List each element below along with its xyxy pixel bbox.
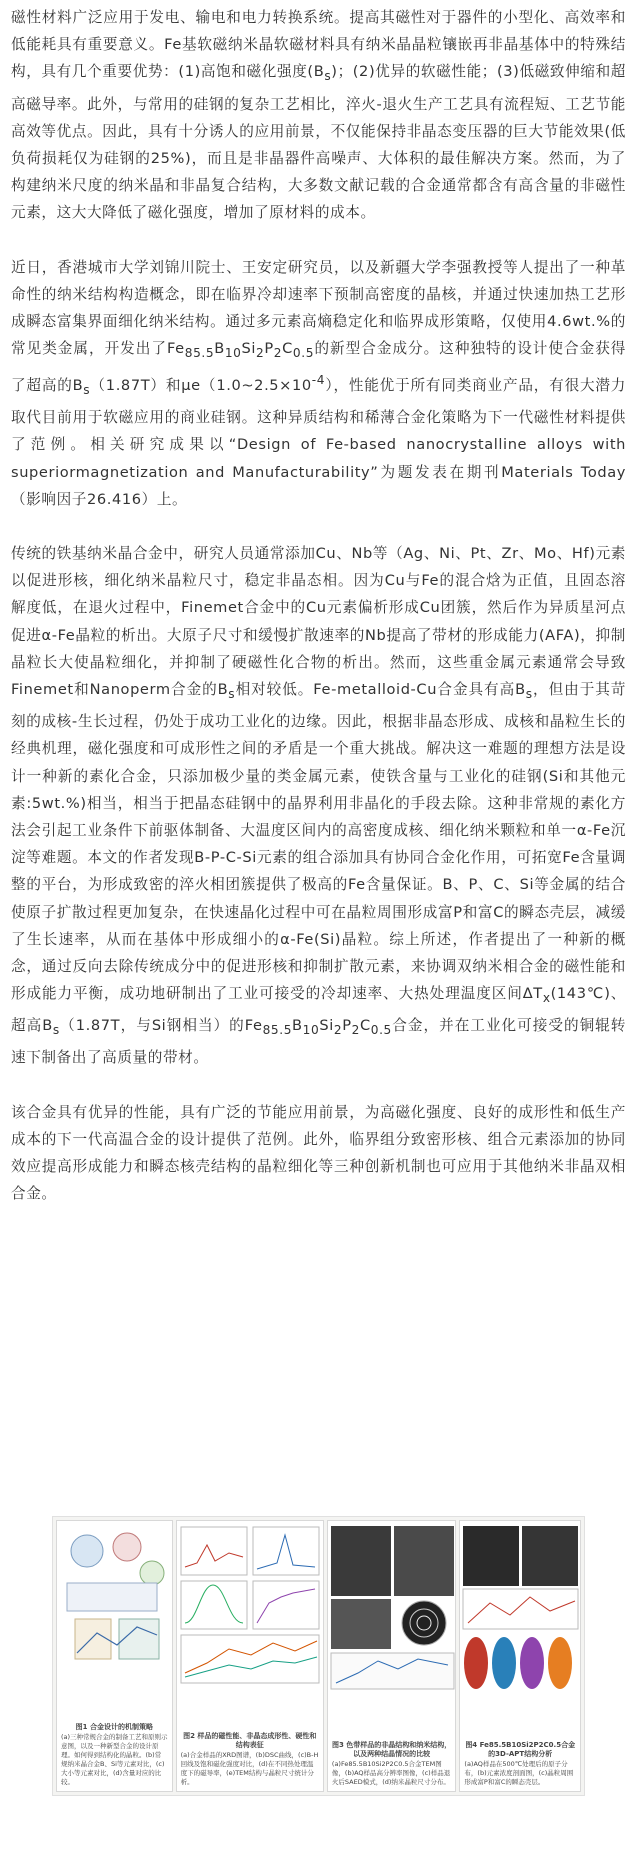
caption-text: (a)三种常规合金的制备工艺和原则示意图，以及一种新型合金的设计原理。如何得到结构化的晶粒。(b)常规纳米晶合金B、Si等元素对比，(c)大小等元素对比，(d)含量对应的比较。 bbox=[61, 1733, 168, 1786]
subscript: 85.5 bbox=[262, 1023, 293, 1038]
paragraph-2 bbox=[11, 254, 626, 514]
figure-caption-2 bbox=[181, 1732, 319, 1787]
subscript: 0.5 bbox=[370, 1023, 392, 1038]
subscript: x bbox=[542, 991, 551, 1006]
subscript: 2 bbox=[273, 346, 283, 361]
text: B bbox=[214, 340, 225, 358]
caption-title: 图1 合金设计的机制策略 bbox=[75, 1723, 153, 1731]
subscript: 10 bbox=[302, 1023, 320, 1038]
text: 传统的铁基纳米晶合金中，研究人员通常添加Cu、Nb等（Ag、Ni、Pt、Zr、Mo、Hf)元素以促进形核，细化纳米晶粒尺寸，稳定非晶态相。因为Cu与Fe的混合焓为正值，且固态溶解度低，在退火过程中，Finemet合金中的Cu元素偏析形成Cu团簇，然后作为异质星河点促进α-Fe晶粒的析出。大原子尺寸和缓慢扩散速率的Nb提高了带材的形成能力(AFA)，抑制晶粒长大使晶粒细化，并抑制了硬磁性化合物的析出。然而，这些重金属元素通常会导致Finemet和Nanoperm合金的B bbox=[11, 545, 626, 699]
caption-text: (a)AQ样品在500℃处理后的原子分布，(b)元素浓度剖面图，(c)晶粒周围形成富P和富C的瞬态壳层。 bbox=[464, 1760, 574, 1786]
figure-caption-4 bbox=[464, 1741, 576, 1787]
subscript: 85.5 bbox=[184, 346, 215, 361]
research-figure bbox=[52, 1516, 585, 1796]
text: C bbox=[359, 1017, 371, 1035]
text: P bbox=[264, 340, 274, 358]
superscript: -4 bbox=[311, 373, 326, 388]
text: ，但由于其苛刻的成核-生长过程，仍处于成功工业化的边缘。因此，根据非晶态形成、成核和晶粒生长的经典机理，磁化强度和可成形性之间的矛盾是一个重大挑战。解决这一难题的理想方法是设计一种新的素化合金，只添加极少量的类金属元素，使铁含量与工业化的硅钢(Si和其他元素:5wt.%)相当，相当于把晶态硅钢中的晶界利用非晶化的手段去除。这种非常规的素化方法会引起工业条件下前驱体制备、大温度区间内的高密度成核、细化纳米颗粒和单一α-Fe沉淀等难题。本文的作者发现B-P-C-Si元素的组合添加具有协同合金化作用，可拓宽Fe含量调整的平台，为形成致密的淬火相团簇提供了极高的Fe含量保证。B、P、C、Si等金属的结合使原子扩散过程更加复杂，在快速晶化过程中可在晶粒周围形成富P和富C的瞬态壳层，减缓了生长速率，从而在基体中形成细小的α-Fe(Si)晶粒。综上所述，作者提出了一种新的概念，通过反向去除传统成分中的促进形核和抑制扩散元素，来协调双纳米相合金的磁性能和形成能力平衡，成功地研制出了工业可接受的冷却速率、大热处理温度区间ΔT bbox=[11, 681, 626, 1003]
text: 磁性材料广泛应用于发电、输电和电力转换系统。提高其磁性对于器件的小型化、高效率和低能耗具有重要意义。Fe基软磁纳米晶软磁材料具有纳米晶晶粒镶嵌再非晶基体中的特殊结构，具有几个重要优势：(1)高饱和磁化强度(B bbox=[11, 9, 626, 81]
subscript: 2 bbox=[256, 346, 265, 361]
text: Si bbox=[241, 340, 257, 358]
figure-panel-1 bbox=[56, 1520, 173, 1792]
text: （1.87T，与Si钢相当）的Fe bbox=[59, 1017, 263, 1035]
figure-caption-3 bbox=[332, 1741, 452, 1787]
text: 该合金具有优异的性能，具有广泛的节能应用前景，为高磁化强度、良好的成形性和低生产成本的下一代高温合金的设计提供了范例。此外，临界组分致密形核、组合元素添加的协同效应提高形成能力和瞬态核壳结构的晶粒细化等三种创新机制也可应用于其他纳米非晶双相合金。 bbox=[11, 1103, 626, 1203]
subscript: s bbox=[525, 686, 533, 701]
subscript: 0.5 bbox=[292, 346, 315, 361]
text: P bbox=[342, 1017, 352, 1035]
text: 的新型合金成分。这种独特的设计使合金获得了超高的B bbox=[11, 340, 626, 395]
subscript: 2 bbox=[333, 1023, 343, 1038]
paragraph-3 bbox=[11, 540, 626, 1072]
caption-title: 图3 色带样品的非晶结构和纳米结构，以及两种结晶情况的比较 bbox=[332, 1741, 452, 1758]
subscript: s bbox=[228, 686, 236, 701]
text: C bbox=[282, 340, 293, 358]
subscript: s bbox=[324, 69, 332, 84]
text: （1.87T）和μe（1.0~2.5×10 bbox=[90, 377, 312, 395]
text: (143℃)、超高B bbox=[11, 985, 626, 1035]
subscript: 10 bbox=[224, 346, 242, 361]
subscript: 2 bbox=[351, 1023, 360, 1038]
subscript: s bbox=[52, 1023, 60, 1038]
text: 合金，并在工业化可接受的铜辊转速下制备出了高质量的带材。 bbox=[11, 1017, 626, 1067]
caption-text: (a)Fe85.5B10Si2P2C0.5合金TEM图像，(b)AQ样品高分辨率图像，(c)样品退火后SAED模式，(d)纳米晶粒尺寸分布。 bbox=[331, 1760, 451, 1786]
text: B bbox=[292, 1017, 303, 1035]
figure-caption-1 bbox=[61, 1723, 168, 1787]
caption-title: 图4 Fe85.5B10Si2P2C0.5合金的3D-APT结构分析 bbox=[465, 1741, 576, 1758]
apt-maps-image bbox=[460, 1523, 581, 1698]
paragraph-1 bbox=[11, 4, 626, 227]
caption-text: (a)合金样品的XRD图谱，(b)DSC曲线，(c)B-H回线及饱和磁化强度对比，(d)在不同热处理温度下的磁导率，(e)TEM结构与晶粒尺寸统计分析。 bbox=[180, 1751, 319, 1786]
mechanism-diagram-image bbox=[57, 1523, 173, 1673]
subscript: s bbox=[83, 383, 91, 398]
text: )；(2)优异的软磁性能；(3)低磁致伸缩和超高磁导率。此外，与常用的硅钢的复杂工艺相比，淬火-退火生产工艺具有流程短、工艺节能高效等优点。因此，具有十分诱人的应用前景，不仅能保持非晶态变压器的巨大节能效果(低负荷损耗仅为硅钢的25%)，而且是非晶器件高噪声、大体积的最佳解决方案。然而，为了构建纳米尺度的纳米晶和非晶复合结构，大多数文献记载的合金通常都含有高含量的非磁性元素，这大大降低了磁化强度，增加了原材料的成本。 bbox=[11, 63, 626, 222]
text: 近日，香港城市大学刘锦川院士、王安定研究员，以及新疆大学李强教授等人提出了一种革命性的纳米结构构造概念，即在临界冷却速率下预制高密度的晶核，并通过快速加热工艺形成瞬态富集界面细化纳米结构。通过多元素高熵稳定化和临界成形策略，仅使用4.6wt.%的常见类金属，开发出了Fe bbox=[11, 258, 626, 358]
figure-panel-3 bbox=[327, 1520, 457, 1792]
figure-panel-4 bbox=[459, 1520, 581, 1792]
text: ），性能优于所有同类商业产品，有很大潜力取代目前用于软磁应用的商业硅钢。这种异质结构和稀薄合金化策略为下一代磁性材料提供了范例。相关研究成果以“Design of Fe-based nanocrystalline alloys with superiormagnetization and Manufacturability”为题发表在期刊Materials Today（影响因子26.416）上。 bbox=[11, 377, 627, 508]
figure-panel-2 bbox=[176, 1520, 324, 1792]
property-plots-image bbox=[177, 1523, 324, 1688]
paragraph-4 bbox=[11, 1099, 626, 1208]
caption-title: 图2 样品的磁性能、非晶态成形性、硬性和结构表征 bbox=[183, 1732, 317, 1749]
text: 相对较低。Fe-metalloid-Cu合金具有高B bbox=[235, 681, 526, 699]
tem-micrographs-image bbox=[328, 1523, 457, 1693]
text: Si bbox=[319, 1017, 334, 1035]
